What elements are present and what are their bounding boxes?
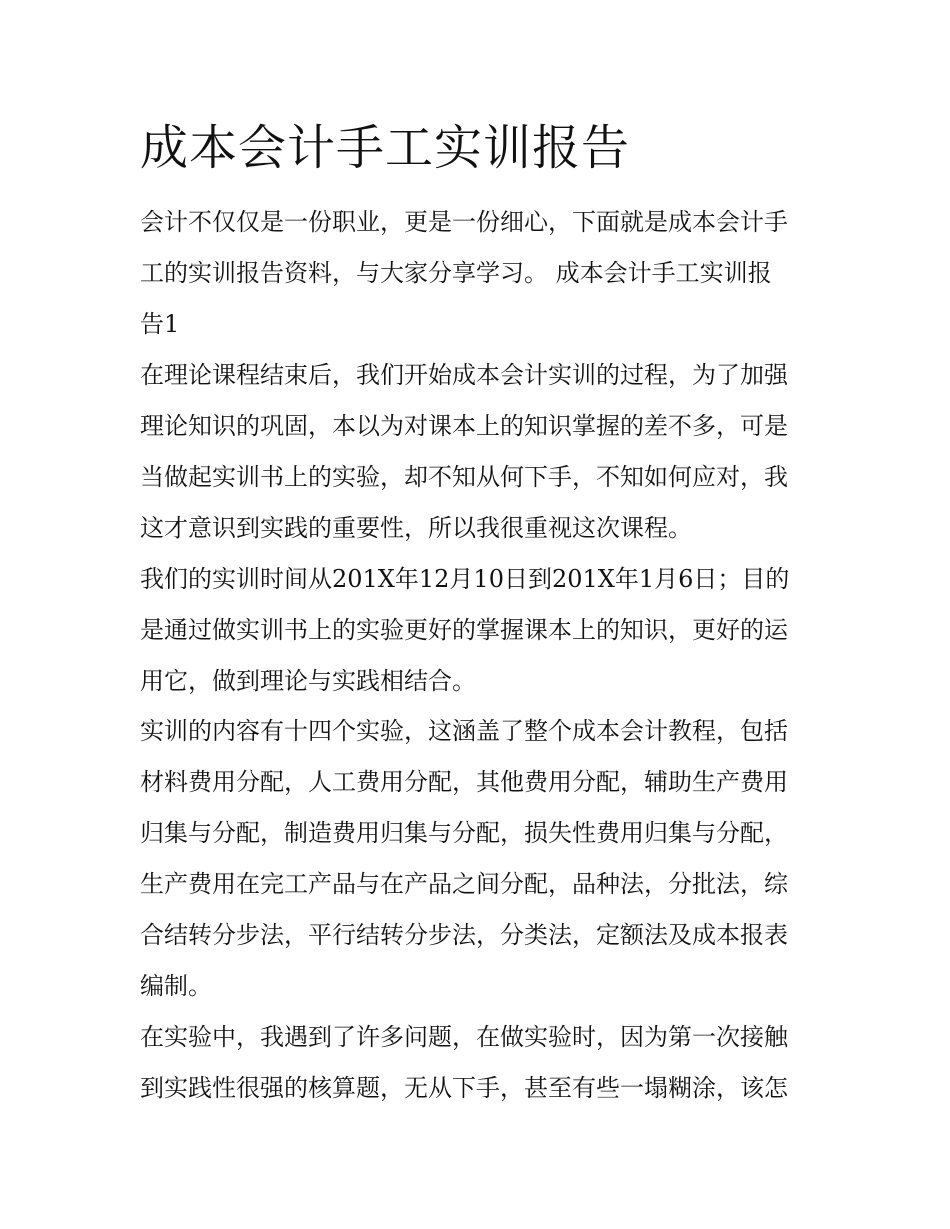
text-line: 归集与分配，制造费用归集与分配，损失性费用归集与分配， xyxy=(140,819,788,847)
text-line: 用它，做到理论与实践相结合。 xyxy=(140,667,476,695)
text-line: 会计不仅仅是一份职业，更是一份细心，下面就是成本会计手 xyxy=(140,208,788,236)
text-line: 材料费用分配，人工费用分配，其他费用分配，辅助生产费用 xyxy=(140,768,788,796)
paragraph-problems xyxy=(140,1012,812,1114)
text-line: 是通过做实训书上的实验更好的掌握课本上的知识，更好的运 xyxy=(140,616,788,644)
text-line: 合结转分步法，平行结转分步法，分类法，定额法及成本报表 xyxy=(140,921,788,949)
text-line: 生产费用在完工产品与在产品之间分配，品种法，分批法，综 xyxy=(140,870,788,898)
paragraph-content xyxy=(140,706,812,1012)
text-line: 在理论课程结束后，我们开始成本会计实训的过程，为了加强 xyxy=(140,361,788,389)
text-line: 实训的内容有十四个实验，这涵盖了整个成本会计教程，包括 xyxy=(140,717,788,745)
text-line: 工的实训报告资料，与大家分享学习。 成本会计手工实训报 xyxy=(140,259,772,287)
text-line: 告1 xyxy=(140,310,180,338)
paragraph-schedule xyxy=(140,554,812,707)
paragraph-background xyxy=(140,350,812,554)
text-line: 在实验中，我遇到了许多问题，在做实验时，因为第一次接触 xyxy=(140,1023,788,1051)
text-line: 到实践性很强的核算题，无从下手，甚至有些一塌糊涂，该怎 xyxy=(140,1074,788,1102)
text-line: 理论知识的巩固，本以为对课本上的知识掌握的差不多，可是 xyxy=(140,412,788,440)
text-line: 编制。 xyxy=(140,972,212,1000)
text-line: 我们的实训时间从201X年12月10日到201X年1月6日；目的 xyxy=(140,565,790,593)
text-line: 当做起实训书上的实验，却不知从何下手，不知如何应对，我 xyxy=(140,463,788,491)
document-title: 成本会计手工实训报告 xyxy=(140,120,631,176)
paragraph-intro xyxy=(140,197,812,350)
text-line: 这才意识到实践的重要性，所以我很重视这次课程。 xyxy=(140,514,692,542)
